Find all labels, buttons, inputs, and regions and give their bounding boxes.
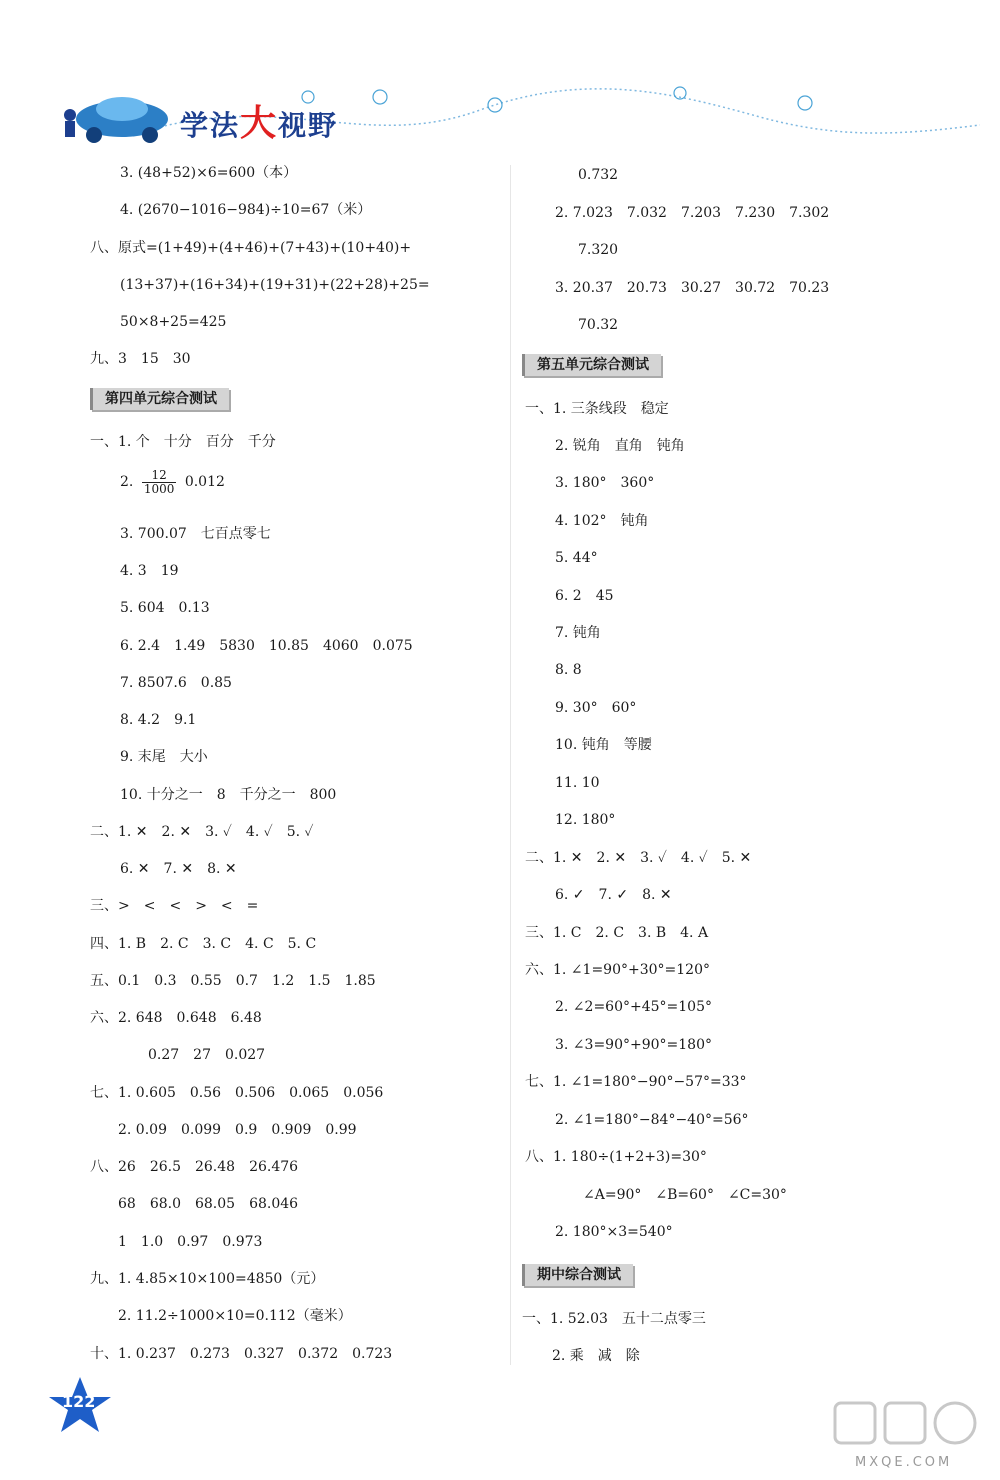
answer-line: 一、1. 个 十分 百分 千分 bbox=[90, 434, 276, 450]
answer-line: 10. 钝角 等腰 bbox=[555, 737, 652, 753]
answer-line: 九、1. 4.85×10×100=4850（元） bbox=[90, 1271, 325, 1287]
answer-line: 3. 700.07 七百点零七 bbox=[120, 526, 271, 542]
answer-line: 2. 0.09 0.099 0.9 0.909 0.99 bbox=[118, 1122, 357, 1138]
answer-line: 9. 30° 60° bbox=[555, 700, 637, 716]
answer-line: 三、> < < > < = bbox=[90, 898, 259, 914]
answer-line: 2. 7.023 7.032 7.203 7.230 7.302 bbox=[555, 205, 830, 221]
answer-line: 6. 2 45 bbox=[555, 588, 614, 604]
watermark-site-text: MXQE.COM bbox=[855, 1455, 953, 1470]
answer-line: 一、1. 三条线段 稳定 bbox=[525, 401, 669, 417]
answer-line: 2. ∠2=60°+45°=105° bbox=[555, 999, 712, 1015]
answer-line: 八、原式=(1+49)+(4+46)+(7+43)+(10+40)+ bbox=[90, 240, 412, 256]
page-header bbox=[40, 55, 980, 150]
answer-line: 五、0.1 0.3 0.55 0.7 1.2 1.5 1.85 bbox=[90, 973, 376, 989]
answer-line: 9. 末尾 大小 bbox=[120, 749, 208, 765]
answer-line: 7.320 bbox=[578, 242, 619, 258]
answer-line: 7. 8507.6 0.85 bbox=[120, 675, 232, 691]
answer-line: 11. 10 bbox=[555, 775, 600, 791]
answer-line: 4. 102° 钝角 bbox=[555, 513, 649, 529]
answer-line: 十、1. 0.237 0.273 0.327 0.372 0.723 bbox=[90, 1346, 393, 1362]
answer-line: 12. 180° bbox=[555, 812, 616, 828]
logo-text: 学法大视野 bbox=[180, 103, 339, 144]
answer-line: 6. ✕ 7. ✕ 8. ✕ bbox=[120, 861, 237, 877]
answer-line: 2. 锐角 直角 钝角 bbox=[555, 438, 685, 454]
answer-line-fraction: 2. $\frac{12}{1000}$ 0.012 bbox=[120, 467, 225, 496]
answer-line: 八、1. 180÷(1+2+3)=30° bbox=[525, 1149, 707, 1165]
answer-line: 六、1. ∠1=90°+30°=120° bbox=[525, 962, 710, 978]
section-title-unit5: 第五单元综合测试 bbox=[522, 354, 661, 376]
answer-line: 10. 十分之一 8 千分之一 800 bbox=[120, 787, 337, 803]
answer-line: 0.27 27 0.027 bbox=[148, 1047, 266, 1063]
car-logo-icon bbox=[60, 85, 180, 145]
answer-line: 三、1. C 2. C 3. B 4. A bbox=[525, 925, 709, 941]
answer-line: 七、1. 0.605 0.56 0.506 0.065 0.056 bbox=[90, 1085, 384, 1101]
answer-line: 8. 4.2 9.1 bbox=[120, 712, 197, 728]
answer-line: 0.732 bbox=[578, 167, 619, 183]
answer-line: 二、1. ✕ 2. ✕ 3. ✓ 4. ✓ 5. ✓ bbox=[90, 824, 314, 840]
answer-line: 2. 11.2÷1000×10=0.112（毫米） bbox=[118, 1308, 352, 1324]
answer-line: 八、26 26.5 26.48 26.476 bbox=[90, 1159, 299, 1175]
answer-line: 二、1. ✕ 2. ✕ 3. ✓ 4. ✓ 5. ✕ bbox=[525, 850, 752, 866]
answer-line: 3. ∠3=90°+90°=180° bbox=[555, 1037, 712, 1053]
answer-line: 50×8+25=425 bbox=[120, 314, 227, 330]
answer-line: 5. 44° bbox=[555, 550, 598, 566]
answer-line: 一、1. 52.03 五十二点零三 bbox=[522, 1311, 706, 1327]
answer-line: 6. 2.4 1.49 5830 10.85 4060 0.075 bbox=[120, 638, 413, 654]
answer-line: 4. 3 19 bbox=[120, 563, 179, 579]
answer-line: 7. 钝角 bbox=[555, 625, 601, 641]
answer-line: 68 68.0 68.05 68.046 bbox=[118, 1196, 299, 1212]
fraction: $\frac{12}{1000}$ bbox=[143, 467, 175, 496]
answer-line: (13+37)+(16+34)+(19+31)+(22+28)+25= bbox=[120, 277, 430, 293]
answer-line: 2. 180°×3=540° bbox=[555, 1224, 673, 1240]
section-title-midterm: 期中综合测试 bbox=[522, 1264, 633, 1286]
answer-line: 1 1.0 0.97 0.973 bbox=[118, 1234, 263, 1250]
answer-line: 8. 8 bbox=[555, 662, 582, 678]
answer-line: 3. 20.37 20.73 30.27 30.72 70.23 bbox=[555, 280, 830, 296]
answer-line: 2. ∠1=180°−84°−40°=56° bbox=[555, 1112, 749, 1128]
answer-line: 5. 604 0.13 bbox=[120, 600, 210, 616]
answer-line: 4. (2670−1016−984)÷10=67（米） bbox=[120, 202, 372, 218]
snowflake-icon bbox=[302, 87, 812, 112]
answer-line: ∠A=90° ∠B=60° ∠C=30° bbox=[583, 1187, 787, 1203]
column-divider bbox=[510, 165, 511, 1365]
answer-line: 3. 180° 360° bbox=[555, 475, 655, 491]
answer-line: 6. ✓ 7. ✓ 8. ✕ bbox=[555, 887, 672, 903]
answer-line: 70.32 bbox=[578, 317, 619, 333]
page-number: 122 bbox=[62, 1392, 96, 1411]
answer-line: 3. (48+52)×6=600（本） bbox=[120, 165, 298, 181]
answer-line: 九、3 15 30 bbox=[90, 351, 191, 367]
section-title-unit4: 第四单元综合测试 bbox=[90, 388, 229, 410]
answer-line: 七、1. ∠1=180°−90°−57°=33° bbox=[525, 1074, 747, 1090]
answer-line: 2. 乘 减 除 bbox=[552, 1348, 640, 1364]
answer-line: 四、1. B 2. C 3. C 4. C 5. C bbox=[90, 936, 317, 952]
answer-line: 六、2. 648 0.648 6.48 bbox=[90, 1010, 262, 1026]
